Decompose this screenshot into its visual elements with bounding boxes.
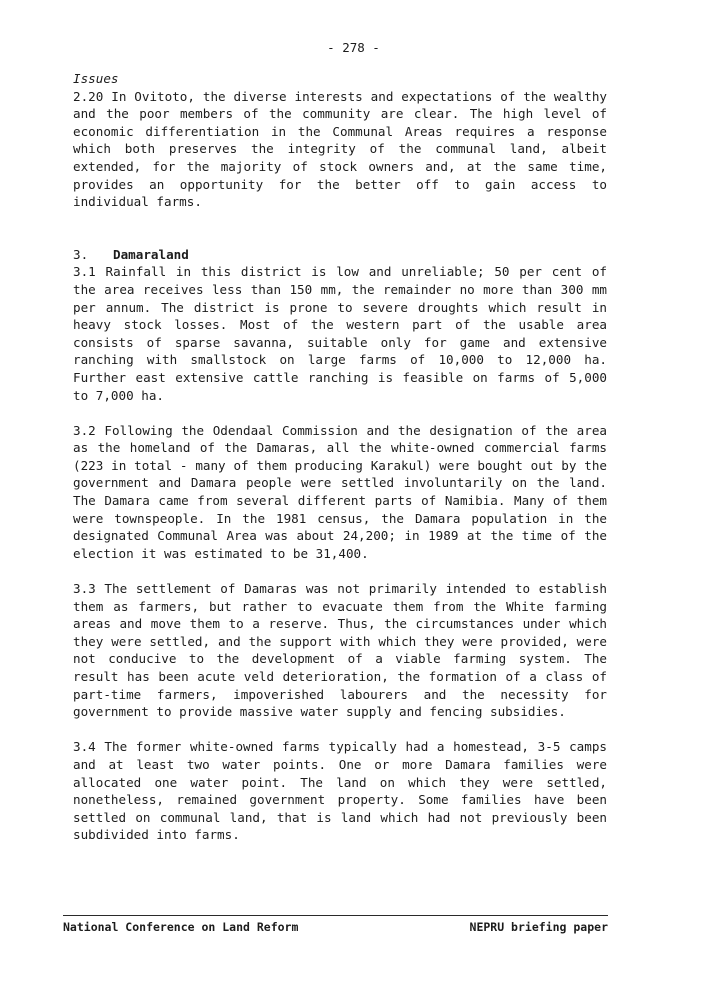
issues-heading: Issues xyxy=(73,71,119,86)
section-title: Damaraland xyxy=(113,246,189,262)
footer-conference-title: National Conference on Land Reform xyxy=(63,920,299,934)
footer-paper-label: NEPRU briefing paper xyxy=(469,920,608,934)
paragraph-3-1: 3.1 Rainfall in this district is low and unreliable; 50 per cent of the area receives less than 150 mm, the remainder no more than 300 mm per annum. The district is prone to severe droughts which result in heavy stock losses. Most of the western part of the usable area consists of sparse savanna, suitable only for game and extensive ranching with smallstock on large farms of 10,000 to 12,000 ha. Further east extensive cattle ranching is feasible on farms of 5,000 to 7,000 ha. xyxy=(73,264,607,403)
section-number: 3. xyxy=(73,246,89,262)
page-number: - 278 - xyxy=(327,40,380,55)
paragraph-2-20: 2.20 In Ovitoto, the diverse interests and expectations of the wealthy and the poor members of the community are clear. The high level of economic differentiation in the Communal Areas requires a response which both preserves the integrity of the communal land, albeit extended, for the majority of stock owners and, at the same time, provides an opportunity for the better off to gain access to individual farms. xyxy=(73,88,607,210)
page-footer xyxy=(63,915,608,934)
section-heading xyxy=(73,246,607,264)
page-content xyxy=(73,70,607,844)
paragraph-3-4: 3.4 The former white-owned farms typically had a homestead, 3-5 camps and at least two water points. One or more Damara families were allocated one water point. The land on which they were settled, nonetheless, remained government property. Some families have been settled on communal land, that is land which had not previously been subdivided into farms. xyxy=(73,739,607,843)
paragraph-3-3: 3.3 The settlement of Damaras was not primarily intended to establish them as farmers, but rather to evacuate them from the White farming areas and move them to a reserve. Thus, the circumstances under which they were settled, and the support with which they were provided, were not conducive to the development of a viable farming system. The result has been acute veld deterioration, the formation of a class of part-time farmers, impoverished labourers and the necessity for government to provide massive water supply and fencing subsidies. xyxy=(73,581,607,720)
paragraph-3-2: 3.2 Following the Odendaal Commission and the designation of the area as the homeland of the Damaras, all the white-owned commercial farms (223 in total - many of them producing Karakul) were bought out by the government and Damara people were settled involuntarily on the land. The Damara came from several different parts of Namibia. Many of them were townspeople. In the 1981 census, the Damara population in the designated Communal Area was about 24,200; in 1989 at the time of the election it was estimated to be 31,400. xyxy=(73,422,607,561)
